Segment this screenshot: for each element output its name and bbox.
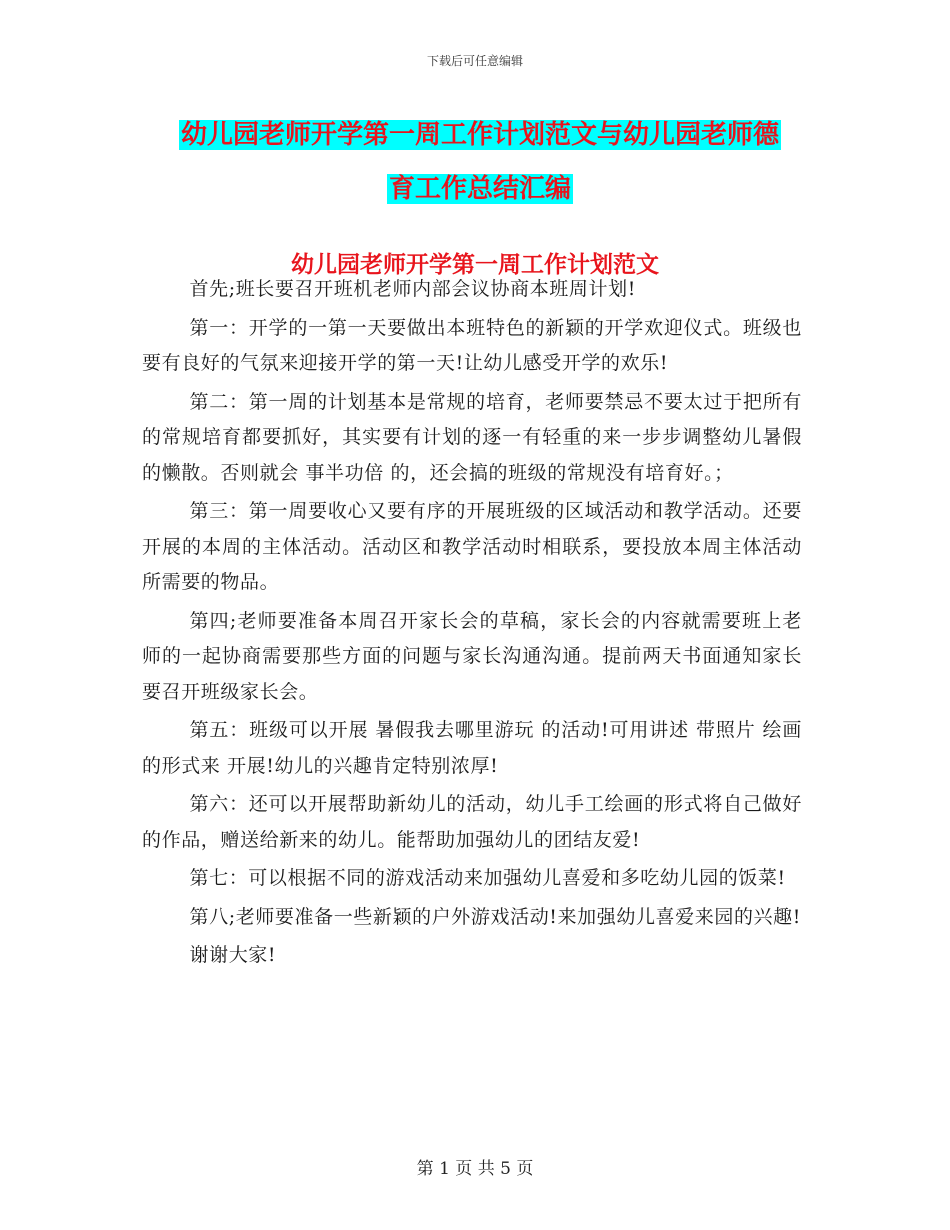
paragraph: 第二：第一周的计划基本是常规的培育，老师要禁忌不要太过于把所有的常规培育都要抓好，其实要有计划的逐一有轻重的来一步步调整幼儿暑假的懒散。否则就会 事半功倍 的，还会搞的班级的常规没有培育好。； (142, 390, 802, 484)
paragraph: 第一：开学的一第一天要做出本班特色的新颖的开学欢迎仪式。班级也要有良好的气氛来迎接开学的第一天!让幼儿感受开学的欢乐! (142, 316, 802, 374)
paragraph: 第八;老师要准备一些新颖的户外游戏活动!来加强幼儿喜爱来园的兴趣! (189, 905, 801, 928)
paragraph: 第七：可以根据不同的游戏活动来加强幼儿喜爱和多吃幼儿园的饭菜! (189, 867, 786, 889)
paragraph: 第四;老师要准备本周召开家长会的草稿，家长会的内容就需要班上老师的一起协商需要那些方面的问题与家长沟通沟通。提前两天书面通知家长要召开班级家长会。 (142, 609, 802, 703)
section-title: 幼儿园老师开学第一周工作计划范文 (291, 252, 659, 278)
paragraph: 第三：第一周要收心又要有序的开展班级的区域活动和教学活动。还要开展的本周的主体活动。活动区和教学活动时相联系，要投放本周主体活动所需要的物品。 (142, 500, 802, 593)
header-note: 下载后可任意编辑 (426, 54, 523, 68)
paragraph: 第六：还可以开展帮助新幼儿的活动，幼儿手工绘画的形式将自己做好的作品，赠送给新来的幼儿。能帮助加强幼儿的团结友爱! (142, 793, 802, 851)
document-title-line-1: 幼儿园老师开学第一周工作计划范文与幼儿园老师德 (180, 120, 779, 150)
page-footer: 第 1 页 共 5 页 (416, 1159, 534, 1179)
paragraph: 首先;班长要召开班机老师内部会议协商本班周计划! (189, 278, 636, 300)
body-text (142, 272, 802, 977)
document-title-line-2: 育工作总结汇编 (388, 174, 571, 204)
paragraph: 第五：班级可以开展 暑假我去哪里游玩 的活动!可用讲述 带照片 绘画的形式来 开展!幼儿的兴趣肯定特别浓厚! (142, 719, 802, 777)
document-title (140, 108, 820, 216)
paragraph: 谢谢大家! (189, 944, 277, 966)
